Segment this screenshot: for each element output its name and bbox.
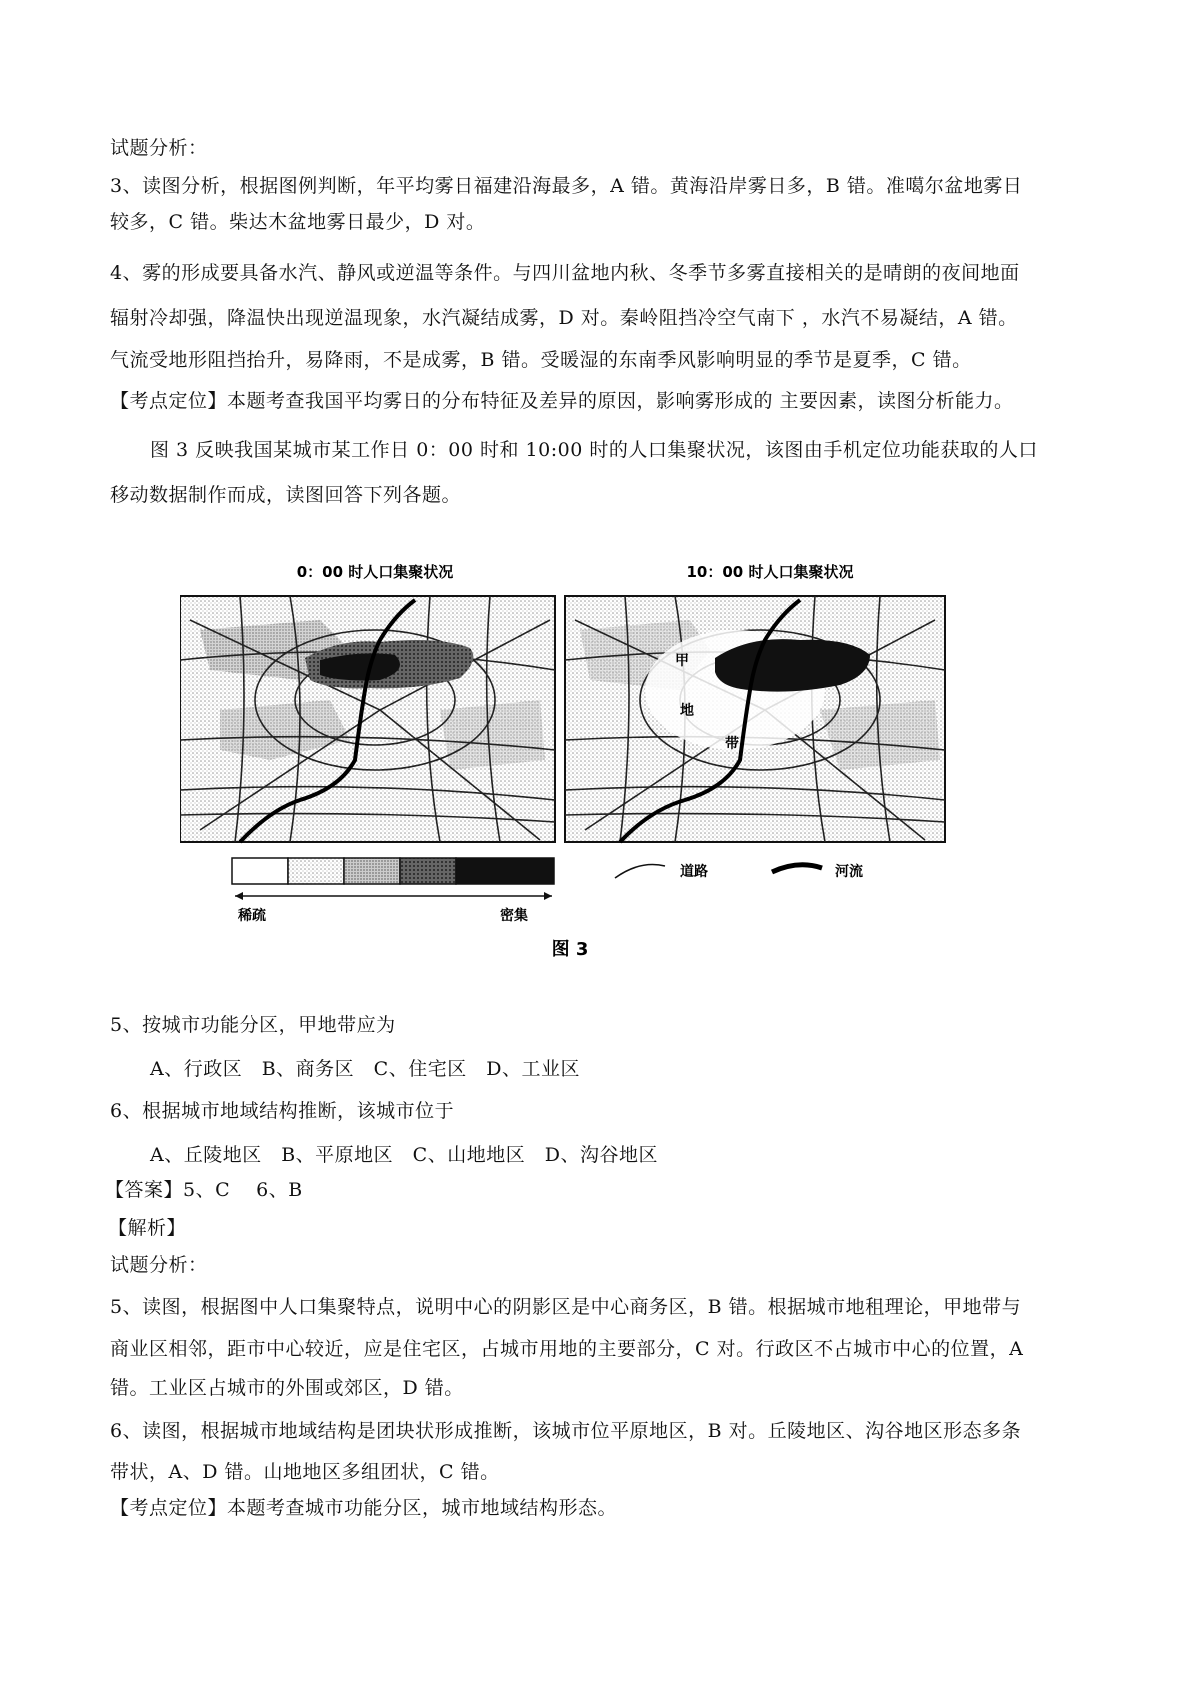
- question-6-options: A、丘陵地区 B、平原地区 C、山地地区 D、沟谷地区: [150, 1144, 658, 1166]
- analysis-heading-1: 试题分析：: [110, 137, 208, 159]
- q3-explanation-line2: 较多，C 错。柴达木盆地雾日最少，D 对。: [110, 211, 486, 233]
- legend-river-label: 河流: [835, 864, 863, 880]
- zone-label-di: 地: [680, 703, 694, 719]
- figure-3: [180, 560, 980, 980]
- zone-label-jia: 甲: [675, 653, 689, 669]
- q4-explanation-line1: 4、雾的形成要具备水汽、静风或逆温等条件。与四川盆地内秋、冬季节多雾直接相关的是晴朗的夜间地面: [110, 262, 1020, 284]
- road-legend-symbol: [615, 865, 665, 879]
- q3-explanation-line1: 3、读图分析，根据图例判断，年平均雾日福建沿海最多，A 错。黄海沿岸雾日多，B 错。准噶尔盆地雾日: [110, 175, 1023, 197]
- zone-label-dai: 带: [725, 736, 739, 752]
- legend-road-label: 道路: [680, 864, 708, 880]
- kaodian-1: 【考点定位】本题考查我国平均雾日的分布特征及差异的原因，影响雾形成的 主要因素，读图分析能力。: [110, 390, 1014, 412]
- question-5-options: A、行政区 B、商务区 C、住宅区 D、工业区: [150, 1058, 580, 1080]
- q4-explanation-line2: 辐射冷却强，降温快出现逆温现象，水汽凝结成雾，D 对。秦岭阻挡冷空气南下 ，水汽不易凝结，A 错。: [110, 307, 1018, 329]
- right-map-title: 10：00 时人口集聚状况: [686, 563, 854, 581]
- intro-line1: 图 3 反映我国某城市某工作日 0：00 时和 10:00 时的人口集聚状况，该图由手机定位功能获取的人口: [150, 439, 1038, 461]
- kaodian-2: 【考点定位】本题考查城市功能分区，城市地域结构形态。: [110, 1497, 618, 1519]
- a6-explanation-line2: 带状，A、D 错。山地地区多组团状，C 错。: [110, 1461, 500, 1483]
- legend-sparse-label: 稀疏: [238, 908, 266, 924]
- figure-3-svg: [180, 560, 980, 980]
- line-legend: [615, 863, 863, 880]
- a5-explanation-line3: 错。工业区占城市的外围或郊区，D 错。: [110, 1377, 464, 1399]
- density-legend: [232, 858, 554, 924]
- question-6: 6、根据城市地域结构推断，该城市位于: [110, 1100, 455, 1122]
- q4-explanation-line3: 气流受地形阻挡抬升，易降雨，不是成雾，B 错。受暖湿的东南季风影响明显的季节是夏季，C 错。: [110, 349, 972, 371]
- a5-explanation-line1: 5、读图，根据图中人口集聚特点，说明中心的阴影区是中心商务区，B 错。根据城市地租理论，甲地带与: [110, 1296, 1022, 1318]
- a6-explanation-line1: 6、读图，根据城市地域结构是团块状形成推断，该城市位平原地区，B 对。丘陵地区、沟谷地区形态多条: [110, 1420, 1022, 1442]
- legend-dense-label: 密集: [500, 908, 528, 924]
- jiexi-heading: 【解析】: [108, 1217, 187, 1239]
- analysis-heading-2: 试题分析：: [110, 1254, 208, 1276]
- right-map: [565, 596, 945, 842]
- intro-line2: 移动数据制作而成，读图回答下列各题。: [110, 484, 462, 506]
- left-map: [180, 596, 555, 842]
- question-5: 5、按城市功能分区，甲地带应为: [110, 1014, 396, 1036]
- answer-line: 【答案】5、C 6、B: [105, 1179, 303, 1201]
- left-map-title: 0：00 时人口集聚状况: [296, 563, 454, 581]
- river-legend-symbol: [772, 865, 822, 872]
- a5-explanation-line2: 商业区相邻，距市中心较近，应是住宅区，占城市用地的主要部分，C 对。行政区不占城市中心的位置，A: [110, 1338, 1024, 1360]
- figure-caption: 图 3: [551, 939, 589, 960]
